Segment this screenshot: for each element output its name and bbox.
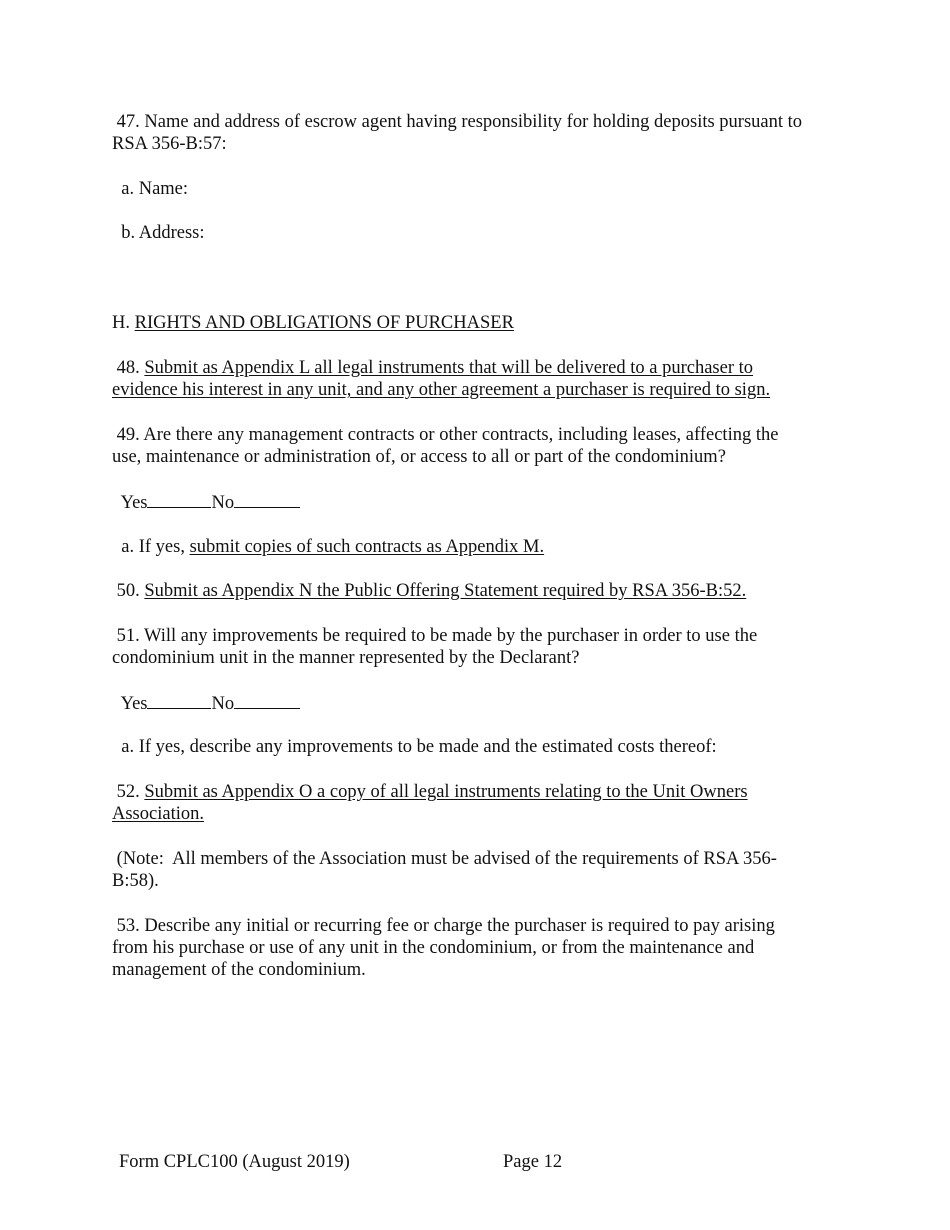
q49-no-blank[interactable] — [234, 491, 300, 508]
q53-line3: management of the condominium. — [112, 960, 366, 980]
q51-line2: condominium unit in the manner represented by the Declarant? — [112, 648, 580, 668]
q48-text-1: Submit as Appendix L all legal instruments that will be delivered to a purchaser to — [144, 358, 754, 378]
section-h-title: RIGHTS AND OBLIGATIONS OF PURCHASER — [134, 313, 514, 333]
q47-line1: 47. Name and address of escrow agent having responsibility for holding deposits pursuant to — [112, 112, 803, 132]
q51-no-label: No — [211, 694, 235, 714]
q48-line2: evidence his interest in any unit, and any other agreement a purchaser is required to sign. — [112, 380, 771, 400]
q49-a-underlined: submit copies of such contracts as Appendix M. — [189, 537, 545, 557]
q49-line2: use, maintenance or administration of, or access to all or part of the condominium? — [112, 447, 726, 467]
q51-a: a. If yes, describe any improvements to be made and the estimated costs thereof: — [112, 737, 717, 757]
q53-line2: from his purchase or use of any unit in the condominium, or from the maintenance and — [112, 938, 755, 958]
q49-a-prefix: a. If yes, — [112, 537, 190, 557]
q50-number: 50. — [112, 581, 145, 601]
q47-name-label: a. Name: — [112, 179, 189, 199]
q49-yes-no — [112, 491, 300, 514]
q51-yes-no — [112, 692, 300, 715]
q47-line2: RSA 356-B:57: — [112, 134, 227, 154]
note-line1: (Note: All members of the Association must be advised of the requirements of RSA 356- — [112, 849, 777, 869]
q51-yes-blank[interactable] — [147, 692, 211, 709]
q49-no-label: No — [211, 493, 235, 513]
q48-line1 — [112, 357, 753, 379]
q51-line1: 51. Will any improvements be required to be made by the purchaser in order to use the — [112, 626, 758, 646]
q49-yes-blank[interactable] — [147, 491, 211, 508]
q48-number: 48. — [112, 358, 145, 378]
q49-yes-label: Yes — [112, 493, 148, 513]
q51-no-blank[interactable] — [234, 692, 300, 709]
q53-line1: 53. Describe any initial or recurring fee or charge the purchaser is required to pay arising — [112, 916, 775, 936]
footer-form-id: Form CPLC100 (August 2019) — [119, 1152, 350, 1172]
q52-number: 52. — [112, 782, 145, 802]
q50-text: Submit as Appendix N the Public Offering Statement required by RSA 356-B:52. — [144, 581, 747, 601]
q50-line — [112, 580, 746, 602]
note-line2: B:58). — [112, 871, 159, 891]
footer-page-number: Page 12 — [503, 1152, 563, 1172]
q52-line1 — [112, 781, 748, 803]
section-h-heading — [112, 312, 514, 334]
q49-a — [112, 536, 544, 558]
section-h-prefix: H. — [112, 313, 135, 333]
q49-line1: 49. Are there any management contracts or other contracts, including leases, affecting the — [112, 425, 779, 445]
q52-text-1: Submit as Appendix O a copy of all legal instruments relating to the Unit Owners — [144, 782, 748, 802]
q51-yes-label: Yes — [112, 694, 148, 714]
q52-line2: Association. — [112, 804, 204, 824]
q47-address-label: b. Address: — [112, 223, 205, 243]
